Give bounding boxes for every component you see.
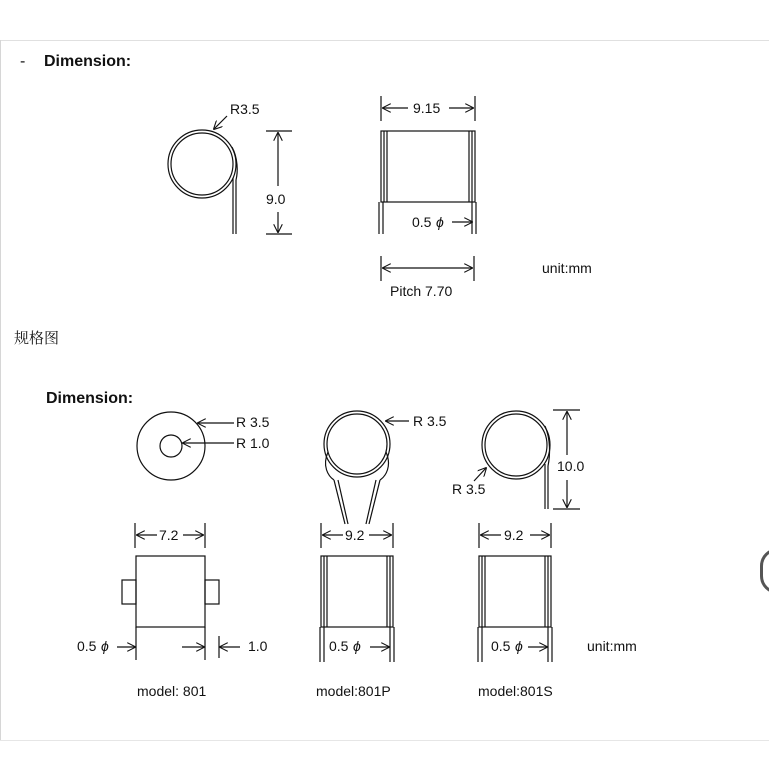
s2-801s-lead-label: 0.5 (491, 638, 511, 654)
s2-801-phi-symbol: ϕ (101, 638, 109, 654)
s1-side-view (168, 116, 237, 234)
s1-height-label: 9.0 (266, 191, 286, 207)
s1-width-label: 9.15 (413, 100, 441, 116)
s2-801s-phi-symbol: ϕ (515, 638, 523, 654)
model-801p-caption: model:801P (316, 683, 391, 699)
s2-801-r35-label: R 3.5 (236, 414, 270, 430)
model-801s-caption: model:801S (478, 683, 553, 699)
s2-801p-phi-symbol: ϕ (353, 638, 361, 654)
s1-pitch-label: Pitch 7.70 (390, 283, 453, 299)
s2-801-lead-label: 0.5 (77, 638, 97, 654)
s2-801s-r35-label: R 3.5 (452, 481, 486, 497)
s2-801-tab-label: 1.0 (248, 638, 268, 654)
s2-801-r10-label: R 1.0 (236, 435, 270, 451)
s2-unit-label: unit:mm (587, 638, 637, 654)
s1-r35-label: R3.5 (230, 101, 260, 117)
s2-801s-width-label: 9.2 (504, 527, 524, 543)
s2-801p-top-view (324, 411, 409, 524)
model-801-caption: model: 801 (137, 683, 207, 699)
s2-801s-height-label: 10.0 (557, 458, 585, 474)
chinese-spec-label: 规格图 (14, 330, 60, 347)
s1-pitch-dim (381, 256, 474, 281)
s1-lead-label: 0.5 (412, 214, 432, 230)
s2-801p-r35-label: R 3.5 (413, 413, 447, 429)
s2-801p-lead-label: 0.5 (329, 638, 349, 654)
s2-801-top-view (137, 412, 234, 480)
s2-width-dims (135, 523, 551, 548)
s1-height-dim (266, 131, 292, 234)
dimension-heading-1: Dimension: (44, 53, 132, 70)
bullet-dash: - (20, 53, 26, 70)
s1-phi-symbol: ϕ (436, 214, 444, 230)
s2-801p-width-label: 9.2 (345, 527, 365, 543)
s2-801-front-view (117, 556, 240, 660)
dimension-heading-2: Dimension: (46, 390, 134, 407)
s2-801-width-label: 7.2 (159, 527, 179, 543)
s1-unit-label: unit:mm (542, 260, 592, 276)
